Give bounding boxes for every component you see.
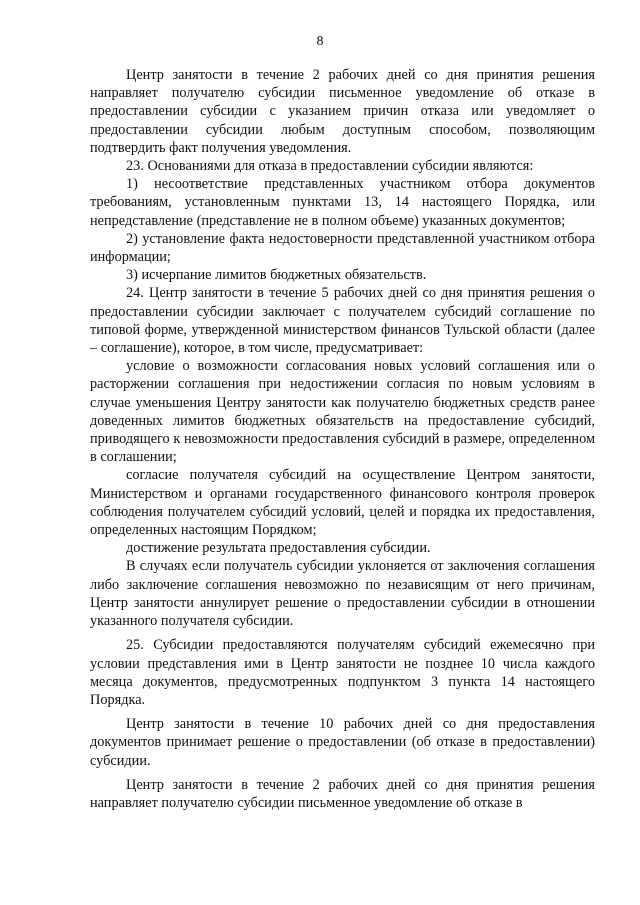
paragraph-25-notification: Центр занятости в течение 2 рабочих дней со дня принятия решения направляет получателю субсидии письменное уведомление об отказе в (90, 776, 595, 811)
paragraph-23-item-1: 1) несоответствие представленных участником отбора документов требованиям, установленным пунктами 13, 14 настоящего Порядка, или непредставление (представление не в полном объеме) указанных документов; (90, 176, 595, 229)
paragraph-23-heading: 23. Основаниями для отказа в предоставлении субсидии являются: (126, 158, 534, 175)
paragraph-24-consent: согласие получателя субсидий на осуществление Центром занятости, Министерством и органами государственного финансового контроля проверок соблюдения получателем субсидий условий, целей и порядка их предоставления, определенных настоящим Порядком; (90, 467, 595, 539)
paragraph-24-evasion: В случаях если получатель субсидии уклоняется от заключения соглашения либо заключение соглашения невозможно по независящим от него причинам, Центр занятости аннулирует решение о предоставлении субсидии в отношении указанного получателя субсидии. (90, 558, 595, 630)
paragraph-24-condition: условие о возможности согласования новых условий соглашения или о расторжении соглашения при недостижении согласия по новым условиям в случае уменьшения Центру занятости как получателю бюджетных средств ранее доведенных лимитов бюджетных обязательств на предоставление субсидий, приводящего к невозможности предоставления субсидий в размере, определенном в соглашении; (90, 358, 595, 466)
paragraph-25: 25. Субсидии предоставляются получателям субсидий ежемесячно при условии представления ими в Центр занятости не позднее 10 числа каждого месяца документов, предусмотренных подпунктом 3 пункта 14 настоящего Порядка. (90, 637, 595, 708)
page-number: 8 (316, 34, 324, 49)
paragraph-24-result: достижение результата предоставления субсидии. (126, 540, 431, 557)
paragraph-23-item-2: 2) установление факта недостоверности представленной участником отбора информации; (90, 230, 595, 266)
paragraph-24: 24. Центр занятости в течение 5 рабочих дней со дня принятия решения о предоставлении субсидии заключает с получателем субсидий соглашение по типовой форме, утвержденной министерством финансов Тульской области (далее – соглашение), которое, в том числе, предусматривает: (90, 285, 595, 357)
document-body (90, 66, 595, 812)
paragraph-25-decision: Центр занятости в течение 10 рабочих дней со дня предоставления документов принимает решение о предоставлении (об отказе в предоставлении) субсидии. (90, 716, 595, 769)
paragraph-23-item-3: 3) исчерпание лимитов бюджетных обязательств. (126, 267, 427, 284)
paragraph-notification: Центр занятости в течение 2 рабочих дней со дня принятия решения направляет получателю субсидии письменное уведомление об отказе в предоставлении субсидии с указанием причин отказа или уведомляет о предоставлении субсидии любым доступным способом, позволяющим подтвердить факт получения уведомления. (90, 67, 595, 156)
